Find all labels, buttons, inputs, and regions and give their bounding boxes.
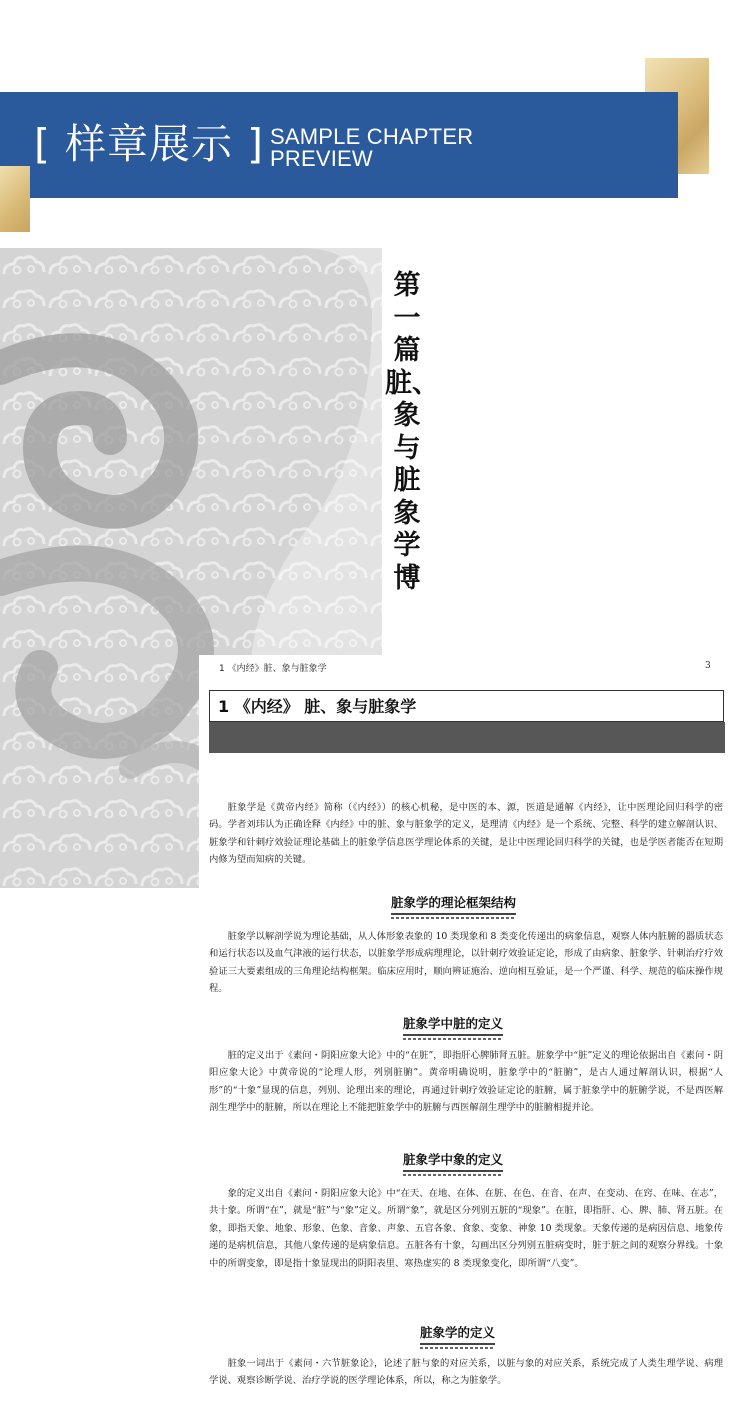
section-text-xiang: 象的定义出自《素问・阴阳应象大论》中“在天、在地、在体、在脏、在色、在音、在声、在变动、在窍、在味、在志”，共十象。所谓“在”，就是“脏”与“象”定义。所谓“象”，就是区分列别五脏的“现象”。在脏，即指肝、心、脾、肺、肾五脏。在象，即指天象、地象、形象、色象、音象、声象、五官各象、食象、变象、神象 10 类现象。天象传递的是病因信息、地象传递的是病机信息，其他八象传递的是病象信息。五脏各有十象，勾画出区分列别五脏病变时，脏于脏之间的观察分界线。十象中的所谓变象，即是指十象显现出的阴阳表里、寒热虚实的 8 类现象变化，即所谓“八变”。 bbox=[209, 1188, 723, 1269]
section-heading-zangxiang: 脏象学的定义 bbox=[420, 1323, 495, 1345]
cover-vertical-title: 第一篇 脏、象与脏象学博 bbox=[385, 270, 439, 594]
chapter-title-bar bbox=[209, 722, 725, 753]
section-heading-zang: 脏象学中脏的定义 bbox=[403, 1014, 503, 1036]
section-heading-xiang: 脏象学中象的定义 bbox=[403, 1150, 503, 1172]
banner-title-en-line1: SAMPLE CHAPTER bbox=[270, 124, 474, 149]
section-text-framework: 脏象学以解剖学说为理论基础，从人体形象表象的 10 类现象和 8 类变化传递出的病象信息，观察人体内脏腑的器质状态和运行状态以及血气津液的运行状态，以脏象学形成病理理论，以针刺疗效验证定论，形成了由病象、脏象学、针刺治疗疗效验证三大要素组成的三角理论结构框架。临床应用时，顺向辨证施治、逆向相互验证，是一个严谨、科学、规范的临床操作规程。 bbox=[209, 931, 723, 995]
section-heading-framework: 脏象学的理论框架结构 bbox=[391, 893, 516, 915]
banner-title-cn: [ 样章展示 ] bbox=[34, 120, 265, 168]
banner-title-en bbox=[270, 126, 473, 170]
intro-paragraph: 脏象学是《黄帝内经》简称（《内经》）的核心机秘，是中医的本、源，医道是通解《内经》，让中医理论回归科学的密码。学者刘玮认为正确诠释《内经》中的脏、象与脏象学的定义，是理清《内经》是一个系统、完整、科学的建立解剖认识、脏象学和针刺疗效验证理论基础上的脏象学信息医学理论体系的关键，是让中医理论回归科学的关键，也是学医者能否在短期内修为望而知病的关键。 bbox=[209, 802, 723, 866]
gold-accent-bottom-left bbox=[0, 166, 30, 232]
running-head: 1 《内经》脏、象与脏象学 bbox=[219, 664, 327, 674]
banner-title-en-line2: PREVIEW bbox=[270, 146, 373, 171]
section-text-zang: 脏的定义出于《素问・阴阳应象大论》中的“在脏”，即指肝心脾肺肾五脏。脏象学中“脏”定义的理论依据出自《素问・阴阳应象大论》中黄帝说的“论理人形，列别脏腑”。黄帝明确说明，脏象学中的“脏腑”，是古人通过解剖认识，根据“人形”的“十象”显现的信息，列别、论理出来的理论，再通过针刺疗效验证定论的脏腑，属于脏象学中的脏腑学说，不是西医解剖生理学中的脏腑，所以在理论上不能把脏象学中的脏腑与西医解剖生理学中的脏腑相提并论。 bbox=[209, 1050, 723, 1114]
page-number: 3 bbox=[705, 661, 711, 671]
section-text-zangxiang: 脏象一词出于《素问・六节脏象论》，论述了脏与象的对应关系，以脏与象的对应关系，系统完成了人类生理学说、病理学说、观察诊断学说、治疗学说的医学理论体系，所以，称之为脏象学。 bbox=[209, 1358, 723, 1387]
chapter-title: 1 《内经》 脏、象与脏象学 bbox=[218, 697, 417, 716]
